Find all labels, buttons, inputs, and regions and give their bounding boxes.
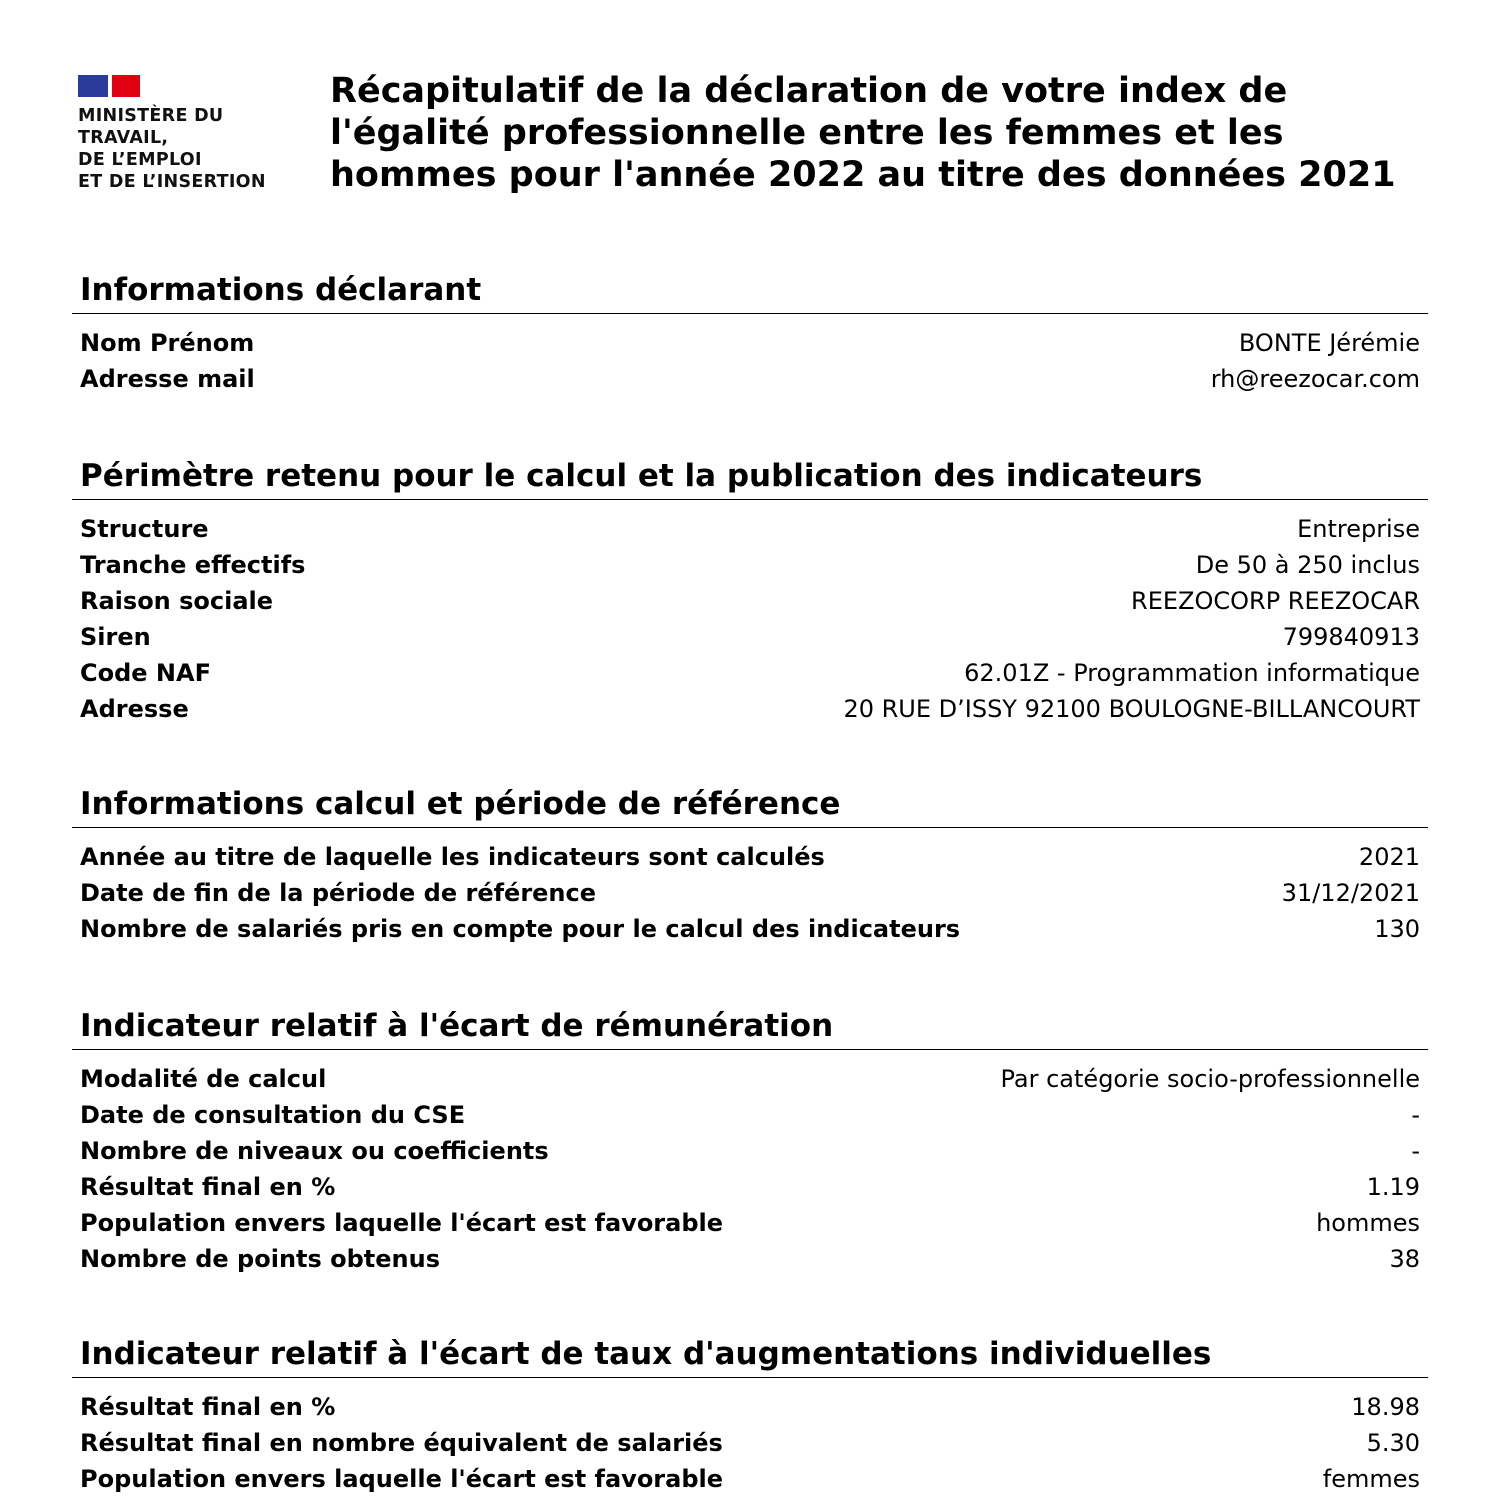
field-label: Date de fin de la période de référence xyxy=(80,879,597,907)
field-row xyxy=(72,511,1428,547)
field-row xyxy=(72,1205,1428,1241)
field-list xyxy=(72,1389,1428,1497)
field-list xyxy=(72,1061,1428,1277)
field-row xyxy=(72,691,1428,727)
field-row xyxy=(72,911,1428,947)
field-label: Nom Prénom xyxy=(80,329,255,357)
field-label: Année au titre de laquelle les indicateurs sont calculés xyxy=(80,843,825,871)
field-row xyxy=(72,1133,1428,1169)
field-value: Par catégorie socio-professionnelle xyxy=(1000,1065,1420,1093)
field-row xyxy=(72,325,1428,361)
field-row xyxy=(72,547,1428,583)
field-value: femmes xyxy=(1322,1465,1420,1493)
field-label: Population envers laquelle l'écart est favorable xyxy=(80,1465,724,1493)
ministry-line: ET DE L’INSERTION xyxy=(78,172,266,192)
field-row xyxy=(72,1097,1428,1133)
field-label: Modalité de calcul xyxy=(80,1065,327,1093)
field-row xyxy=(72,619,1428,655)
section-declarant xyxy=(72,270,1428,397)
field-value: 31/12/2021 xyxy=(1281,879,1420,907)
field-value: De 50 à 250 inclus xyxy=(1195,551,1420,579)
section-heading: Informations déclarant xyxy=(72,270,1428,314)
field-label: Structure xyxy=(80,515,209,543)
field-label: Nombre de points obtenus xyxy=(80,1245,441,1273)
ministry-name xyxy=(78,105,308,193)
field-row xyxy=(72,1061,1428,1097)
field-list xyxy=(72,839,1428,947)
field-value: - xyxy=(1411,1101,1420,1129)
field-label: Population envers laquelle l'écart est favorable xyxy=(80,1209,724,1237)
field-value: rh@reezocar.com xyxy=(1210,365,1420,393)
field-label: Nombre de niveaux ou coefficients xyxy=(80,1137,549,1165)
section-perimetre xyxy=(72,456,1428,727)
field-value: - xyxy=(1411,1137,1420,1165)
field-value: hommes xyxy=(1316,1209,1420,1237)
field-row xyxy=(72,583,1428,619)
field-row xyxy=(72,1425,1428,1461)
ministry-line: DE L’EMPLOI xyxy=(78,150,202,170)
field-label: Tranche effectifs xyxy=(80,551,306,579)
ministry-line: TRAVAIL, xyxy=(78,128,169,148)
ministry-line: MINISTÈRE DU xyxy=(78,106,224,126)
marianne-flag-icon xyxy=(78,75,140,97)
field-label: Code NAF xyxy=(80,659,211,687)
field-label: Date de consultation du CSE xyxy=(80,1101,466,1129)
section-augmentations xyxy=(72,1334,1428,1497)
field-label: Résultat final en nombre équivalent de salariés xyxy=(80,1429,723,1457)
field-label: Nombre de salariés pris en compte pour le calcul des indicateurs xyxy=(80,915,961,943)
field-row xyxy=(72,1389,1428,1425)
field-value: 1.19 xyxy=(1366,1173,1420,1201)
field-value: BONTE Jérémie xyxy=(1238,329,1420,357)
field-row xyxy=(72,361,1428,397)
field-label: Résultat final en % xyxy=(80,1173,336,1201)
field-list xyxy=(72,325,1428,397)
field-value: 130 xyxy=(1374,915,1420,943)
field-value: 18.98 xyxy=(1351,1393,1420,1421)
section-heading: Périmètre retenu pour le calcul et la publication des indicateurs xyxy=(72,456,1428,500)
field-label: Adresse xyxy=(80,695,189,723)
section-heading: Indicateur relatif à l'écart de rémunération xyxy=(72,1006,1428,1050)
field-label: Résultat final en % xyxy=(80,1393,336,1421)
field-row xyxy=(72,1169,1428,1205)
field-list xyxy=(72,511,1428,727)
field-label: Raison sociale xyxy=(80,587,274,615)
field-value: 20 RUE D’ISSY 92100 BOULOGNE-BILLANCOURT xyxy=(843,695,1420,723)
ministry-logo xyxy=(78,75,308,193)
section-heading: Informations calcul et période de référence xyxy=(72,784,1428,828)
field-row xyxy=(72,839,1428,875)
field-value: 2021 xyxy=(1358,843,1420,871)
section-remuneration xyxy=(72,1006,1428,1277)
field-value: 799840913 xyxy=(1282,623,1420,651)
field-row xyxy=(72,1241,1428,1277)
field-row xyxy=(72,1461,1428,1497)
field-row xyxy=(72,875,1428,911)
field-value: REEZOCORP REEZOCAR xyxy=(1131,587,1420,615)
section-heading: Indicateur relatif à l'écart de taux d'augmentations individuelles xyxy=(72,1334,1428,1378)
field-value: 5.30 xyxy=(1366,1429,1420,1457)
field-value: 62.01Z - Programmation informatique xyxy=(964,659,1420,687)
section-calcul xyxy=(72,784,1428,947)
field-label: Siren xyxy=(80,623,151,651)
field-value: Entreprise xyxy=(1297,515,1420,543)
document-title: Récapitulatif de la déclaration de votre index de l'égalité professionnelle entre les femmes et les hommes pour l'année 2022 au titre des données 2021 xyxy=(330,71,1396,195)
field-row xyxy=(72,655,1428,691)
field-label: Adresse mail xyxy=(80,365,255,393)
field-value: 38 xyxy=(1389,1245,1420,1273)
